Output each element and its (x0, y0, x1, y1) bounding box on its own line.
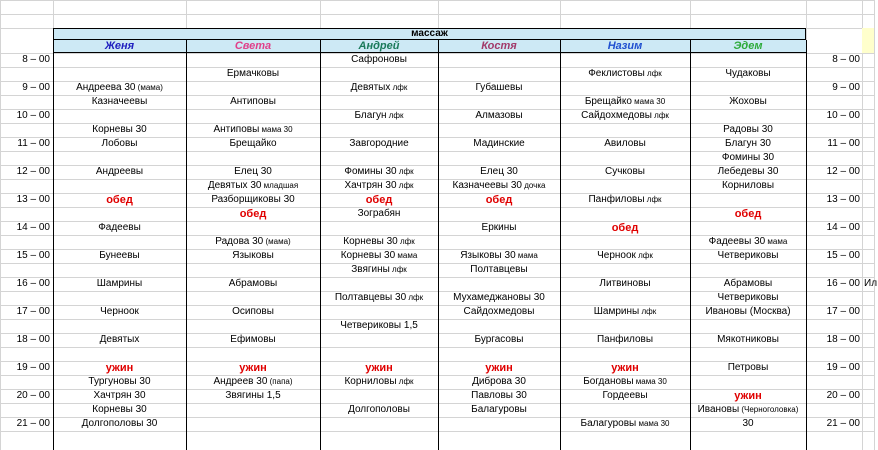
client-name: Корниловы (721, 180, 775, 191)
schedule-cell[interactable] (320, 403, 438, 417)
schedule-cell[interactable] (186, 277, 320, 291)
client-name: 30 (742, 418, 754, 429)
client-note: мама 30 (631, 97, 666, 106)
client-name: Казначеевы (91, 96, 148, 107)
client-note: дочка (522, 181, 546, 190)
client-note: лфк (396, 181, 414, 190)
client-name: Ефимовы (230, 334, 276, 345)
schedule-cell[interactable] (690, 95, 806, 109)
client-note: лфк (386, 111, 404, 120)
time-label-left: 13 – 00 (16, 194, 50, 205)
client-name: Балагуровы (580, 418, 637, 429)
schedule-cell[interactable] (560, 165, 690, 179)
schedule-cell[interactable] (186, 123, 320, 137)
client-name: Корневы 30 (343, 236, 398, 247)
schedule-cell[interactable] (438, 291, 560, 305)
schedule-cell[interactable] (438, 81, 560, 95)
client-name: Звягины 1,5 (225, 390, 281, 401)
client-name: Диброва 30 (472, 376, 526, 387)
schedule-cell[interactable] (186, 95, 320, 109)
client-name: обед (239, 208, 267, 220)
time-label-right: 8 – 00 (832, 54, 860, 65)
time-label-left: 12 – 00 (16, 166, 50, 177)
client-name: Губашевы (475, 82, 523, 93)
client-name: Полтавцевы 30 (334, 292, 407, 303)
sheet-title: массаж (411, 28, 448, 39)
schedule-cell[interactable] (320, 53, 438, 67)
schedule-cell[interactable] (320, 249, 438, 263)
schedule-cell[interactable] (186, 375, 320, 389)
client-name: Брещайко (229, 138, 277, 149)
client-name: Разборщиковы 30 (211, 194, 295, 205)
time-label-right: 19 – 00 (826, 362, 860, 373)
client-name: Сайдохмедовы (581, 110, 652, 121)
client-name: Благун (354, 110, 387, 121)
schedule-cell[interactable] (560, 249, 690, 263)
client-name: Андреева 30 (76, 82, 136, 93)
client-name: Богдановы (583, 376, 634, 387)
schedule-cell[interactable] (690, 235, 806, 249)
time-label-left: 18 – 00 (16, 334, 50, 345)
right-edge-fragment: Ил (864, 278, 878, 289)
client-name: Абрамовы (228, 278, 278, 289)
schedule-cell[interactable] (438, 179, 560, 193)
client-name: Ивановы (Москва) (705, 306, 791, 317)
gridline-v (862, 0, 863, 450)
client-name: Елец 30 (234, 166, 272, 177)
client-name: Шамрины (593, 306, 640, 317)
schedule-cell[interactable] (320, 263, 438, 277)
client-name: обед (734, 208, 762, 220)
client-name: Девятых 30 (207, 180, 262, 191)
time-label-left: 10 – 00 (16, 110, 50, 121)
client-name: Долгополовы (348, 404, 410, 415)
client-name: Антиповы (213, 124, 260, 135)
schedule-cell[interactable] (690, 291, 806, 305)
schedule-cell[interactable] (438, 305, 560, 319)
client-name: обед (106, 194, 133, 206)
client-note: (Черноголовка) (739, 405, 799, 414)
client-name: Жоховы (729, 96, 767, 107)
client-name: Шамрины (96, 278, 143, 289)
time-label-right: 16 – 00 (826, 278, 860, 289)
client-name: Феклистовы (588, 68, 645, 79)
time-label-right: 12 – 00 (826, 166, 860, 177)
schedule-cell[interactable] (53, 81, 186, 95)
client-name: Литвиновы (599, 278, 651, 289)
client-name: Осиповы (232, 306, 274, 317)
time-label-right: 17 – 00 (826, 306, 860, 317)
schedule-cell[interactable] (438, 137, 560, 151)
schedule-cell[interactable] (690, 403, 806, 417)
schedule-cell[interactable] (560, 417, 690, 431)
client-note: мама 30 (633, 377, 667, 386)
schedule-cell[interactable] (320, 375, 438, 389)
client-note: мама (765, 237, 788, 246)
gridline-h (0, 0, 874, 1)
client-name: ужин (239, 362, 267, 374)
client-name: Радовы 30 (723, 124, 773, 135)
client-note: (папа) (267, 377, 293, 386)
schedule-cell[interactable] (53, 193, 186, 207)
client-note: лфк (639, 307, 657, 316)
schedule-cell[interactable] (438, 263, 560, 277)
client-name: Тургуновы 30 (88, 376, 151, 387)
client-name: Лебедевы 30 (717, 166, 779, 177)
master-name: Эдем (733, 40, 763, 52)
schedule-cell[interactable] (438, 361, 560, 375)
client-name: обед (611, 222, 639, 234)
schedule-cell[interactable] (560, 389, 690, 403)
schedule-cell[interactable] (690, 333, 806, 347)
client-name: Брещайко (584, 96, 632, 107)
client-name: Девятых (350, 82, 391, 93)
client-name: Антиповы (230, 96, 276, 107)
client-note: мама (395, 251, 418, 260)
client-name: Долгополовы 30 (81, 418, 158, 429)
schedule-cell[interactable] (53, 165, 186, 179)
client-note: лфк (635, 251, 653, 260)
client-name: Балагуровы (471, 404, 527, 415)
client-name: Ивановы (697, 404, 740, 415)
master-name: Женя (104, 40, 135, 52)
client-name: Петровы (727, 362, 769, 373)
client-name: Полтавцевы (470, 264, 528, 275)
schedule-cell[interactable] (560, 361, 690, 375)
schedule-cell[interactable] (186, 249, 320, 263)
client-name: Еркины (481, 222, 517, 233)
client-note: лфк (396, 167, 414, 176)
client-name: обед (485, 194, 513, 206)
schedule-cell[interactable] (320, 319, 438, 333)
time-label-right: 10 – 00 (826, 110, 860, 121)
schedule-cell[interactable] (438, 333, 560, 347)
client-note: мама (515, 251, 538, 260)
schedule-cell[interactable] (53, 95, 186, 109)
schedule-cell[interactable] (438, 221, 560, 235)
client-name: Сайдохмедовы (463, 306, 535, 317)
schedule-cell[interactable] (53, 417, 186, 431)
client-note: лфк (389, 265, 407, 274)
time-label-right: 21 – 00 (826, 418, 860, 429)
schedule-cell[interactable] (320, 207, 438, 221)
schedule-cell[interactable] (186, 67, 320, 81)
schedule-cell[interactable] (690, 165, 806, 179)
schedule-cell[interactable] (690, 389, 806, 403)
schedule-cell[interactable] (186, 235, 320, 249)
client-name: Девятых (99, 334, 140, 345)
client-name: Хачтрян 30 (93, 390, 146, 401)
gridline-h (0, 347, 874, 348)
schedule-cell[interactable] (53, 137, 186, 151)
schedule-cell[interactable] (690, 67, 806, 81)
client-name: ужин (365, 362, 393, 374)
gridline-h (0, 14, 874, 15)
client-name: Бургасовы (474, 334, 524, 345)
client-name: ужин (734, 390, 762, 402)
time-label-right: 13 – 00 (826, 194, 860, 205)
schedule-cell[interactable] (438, 249, 560, 263)
client-name: ужин (485, 362, 513, 374)
time-label-left: 11 – 00 (17, 138, 50, 149)
time-label-left: 16 – 00 (16, 278, 50, 289)
schedule-cell[interactable] (560, 193, 690, 207)
schedule-cell[interactable] (320, 137, 438, 151)
client-name: Сафроновы (351, 54, 407, 65)
time-label-right: 9 – 00 (832, 82, 860, 93)
schedule-cell[interactable] (53, 403, 186, 417)
client-name: Черноок (100, 306, 139, 317)
schedule-cell[interactable] (186, 333, 320, 347)
schedule-cell[interactable] (53, 221, 186, 235)
time-label-right: 14 – 00 (826, 222, 860, 233)
schedule-cell[interactable] (560, 109, 690, 123)
schedule-cell[interactable] (53, 123, 186, 137)
client-name: Андреев 30 (213, 376, 268, 387)
client-name: Завгородние (349, 138, 409, 149)
client-name: Мухамеджановы 30 (453, 292, 545, 303)
client-name: Алмазовы (475, 110, 523, 121)
client-name: ужин (611, 362, 639, 374)
schedule-cell[interactable] (438, 375, 560, 389)
schedule-cell[interactable] (560, 305, 690, 319)
time-label-right: 11 – 00 (827, 138, 860, 149)
client-name: ужин (105, 362, 134, 374)
client-name: Звягины (351, 264, 390, 275)
client-note: лфк (406, 293, 424, 302)
time-label-right: 18 – 00 (826, 334, 860, 345)
schedule-cell[interactable] (690, 249, 806, 263)
client-note: лфк (644, 69, 662, 78)
client-name: Панфиловы (588, 194, 645, 205)
client-name: Зограбян (357, 208, 401, 219)
schedule-cell[interactable] (560, 137, 690, 151)
schedule-cell[interactable] (320, 165, 438, 179)
schedule-cell[interactable] (438, 193, 560, 207)
schedule-cell[interactable] (320, 179, 438, 193)
schedule-cell[interactable] (320, 291, 438, 305)
schedule-cell[interactable] (186, 179, 320, 193)
schedule-cell[interactable] (53, 277, 186, 291)
client-note: (мама) (263, 237, 291, 246)
client-name: Языковы (232, 250, 274, 261)
client-name: Андреевы (95, 166, 144, 177)
time-label-left: 15 – 00 (16, 250, 50, 261)
master-name: Света (234, 40, 272, 52)
schedule-cell[interactable] (438, 109, 560, 123)
client-name: Казначеевы 30 (452, 180, 522, 191)
schedule-cell[interactable] (690, 179, 806, 193)
schedule-cell[interactable] (690, 361, 806, 375)
client-note: (мама) (135, 83, 163, 92)
client-name: Ермачковы (226, 68, 280, 79)
gridline-v (874, 0, 875, 450)
client-name: Гордеевы (602, 390, 648, 401)
client-name: Павловы 30 (471, 390, 527, 401)
client-name: Благун 30 (725, 138, 771, 149)
schedule-cell[interactable] (560, 221, 690, 235)
yellow-cell (862, 28, 874, 53)
client-name: Сучковы (605, 166, 645, 177)
schedule-cell[interactable] (53, 305, 186, 319)
client-name: Четвериковы (717, 250, 779, 261)
schedule-cell[interactable] (438, 403, 560, 417)
schedule-cell[interactable] (320, 361, 438, 375)
schedule-cell[interactable] (186, 361, 320, 375)
schedule-cell[interactable] (53, 389, 186, 403)
schedule-cell[interactable] (560, 277, 690, 291)
client-name: Абрамовы (723, 278, 773, 289)
schedule-cell[interactable] (690, 417, 806, 431)
client-note: мама 30 (259, 125, 293, 134)
client-name: Четвериковы (717, 292, 779, 303)
client-note: лфк (651, 111, 669, 120)
time-label-left: 9 – 00 (22, 82, 50, 93)
schedule-cell[interactable] (690, 123, 806, 137)
schedule-cell[interactable] (186, 389, 320, 403)
client-name: Фомины 30 (344, 166, 397, 177)
schedule-cell[interactable] (690, 137, 806, 151)
client-name: Корневы 30 (92, 404, 147, 415)
schedule-cell[interactable] (53, 375, 186, 389)
schedule-cell[interactable] (560, 333, 690, 347)
schedule-cell[interactable] (690, 207, 806, 221)
schedule-cell[interactable] (560, 375, 690, 389)
client-note: лфк (396, 377, 414, 386)
schedule-cell[interactable] (690, 305, 806, 319)
client-note: лфк (397, 237, 415, 246)
schedule-cell[interactable] (186, 165, 320, 179)
client-name: Фадеевы (98, 222, 141, 233)
schedule-cell[interactable] (438, 165, 560, 179)
schedule-cell[interactable] (186, 193, 320, 207)
client-name: Языковы 30 (460, 250, 516, 261)
client-name: Чудаковы (725, 68, 771, 79)
client-name: Мякотниковы (717, 334, 779, 345)
schedule-cell[interactable] (560, 67, 690, 81)
client-name: Панфиловы (596, 334, 654, 345)
client-name: Корневы 30 (92, 124, 147, 135)
schedule-cell[interactable] (690, 277, 806, 291)
schedule-cell[interactable] (186, 305, 320, 319)
time-label-left: 19 – 00 (16, 362, 50, 373)
client-name: Елец 30 (480, 166, 518, 177)
time-label-right: 15 – 00 (826, 250, 860, 261)
client-name: Корневы 30 (340, 250, 396, 261)
schedule-cell[interactable] (186, 207, 320, 221)
client-name: Бунеевы (99, 250, 140, 261)
schedule-cell[interactable] (320, 81, 438, 95)
schedule-cell[interactable] (560, 95, 690, 109)
client-note: младшая (261, 181, 299, 190)
client-name: Авиловы (604, 138, 646, 149)
time-label-left: 8 – 00 (22, 54, 50, 65)
gridline-h (0, 431, 874, 432)
master-name: Андрей (358, 40, 400, 52)
client-name: Черноок (597, 250, 636, 261)
client-name: Четвериковы 1,5 (340, 320, 418, 331)
schedule-cell[interactable] (320, 235, 438, 249)
schedule-cell[interactable] (53, 361, 186, 375)
schedule-cell[interactable] (438, 389, 560, 403)
time-label-left: 21 – 00 (16, 418, 50, 429)
time-label-left: 14 – 00 (16, 222, 50, 233)
schedule-cell[interactable] (320, 109, 438, 123)
time-label-left: 17 – 00 (16, 306, 50, 317)
schedule-cell[interactable] (53, 333, 186, 347)
time-label-right: 20 – 00 (826, 390, 860, 401)
schedule-cell[interactable] (53, 249, 186, 263)
master-name: Назим (607, 40, 643, 52)
client-note: лфк (390, 83, 408, 92)
client-name: Мадинские (473, 138, 525, 149)
client-name: Корниловы (344, 376, 397, 387)
schedule-cell[interactable] (320, 193, 438, 207)
client-name: Радова 30 (215, 236, 264, 247)
time-label-left: 20 – 00 (16, 390, 50, 401)
client-note: мама 30 (636, 419, 670, 428)
schedule-cell[interactable] (690, 151, 806, 165)
client-note: лфк (644, 195, 662, 204)
master-name: Костя (481, 40, 517, 52)
client-name: Фомины 30 (721, 152, 775, 163)
client-name: Лобовы (101, 138, 138, 149)
schedule-cell[interactable] (186, 137, 320, 151)
client-name: обед (365, 194, 393, 206)
client-name: Фадеевы 30 (708, 236, 766, 247)
client-name: Хачтрян 30 (344, 180, 397, 191)
